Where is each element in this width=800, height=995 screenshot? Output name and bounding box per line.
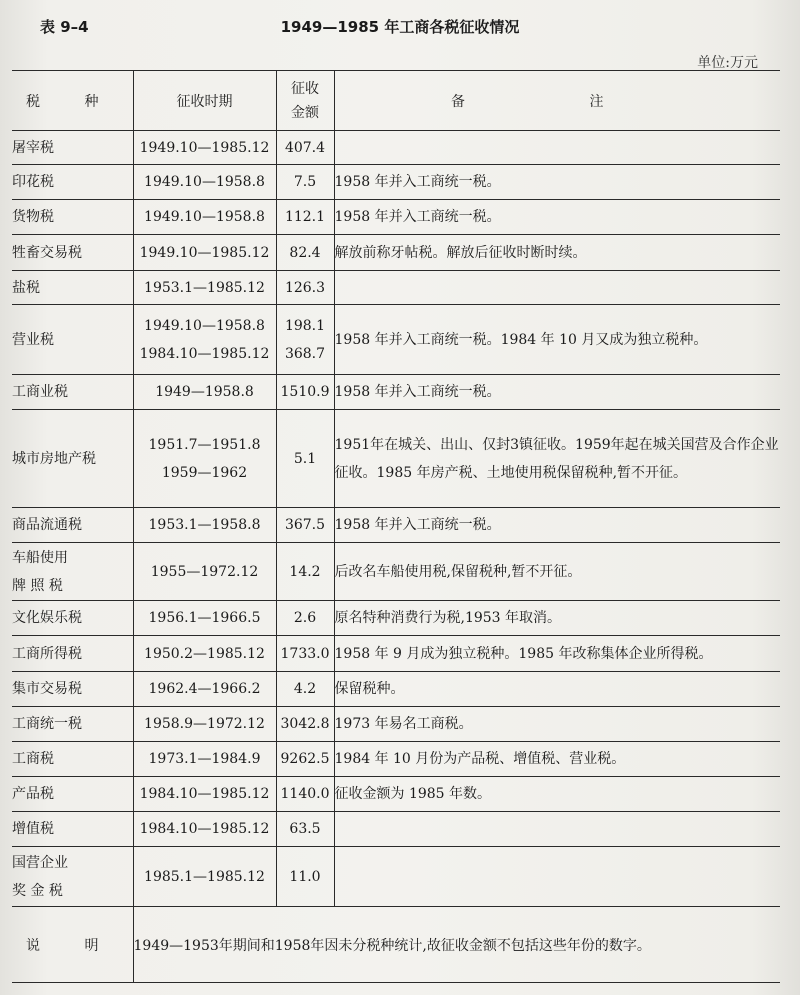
period-cell	[133, 707, 276, 742]
collection-amount: 407.4	[284, 139, 326, 156]
tax-name-cell	[12, 777, 133, 812]
tax-name-cell	[12, 200, 133, 235]
table-row	[12, 812, 780, 847]
collection-period: 1951.7—1951.8	[148, 436, 261, 453]
table-row	[12, 271, 780, 305]
tax-name-cell	[12, 165, 133, 200]
table-row	[12, 672, 780, 707]
table-row	[12, 200, 780, 235]
column-header-notes: 备 注	[334, 71, 780, 131]
amount-cell	[276, 131, 334, 165]
note-cell: 1958 年 9 月成为独立税种。1985 年改称集体企业所得税。	[334, 636, 780, 672]
collection-amount: 198.1	[284, 317, 326, 334]
tax-name: 工商所得税	[12, 645, 82, 662]
tax-name-cell	[12, 305, 133, 375]
tax-name-cell	[12, 707, 133, 742]
tax-name: 工商业税	[12, 384, 68, 400]
tax-name-cell	[12, 543, 133, 601]
period-cell	[133, 410, 276, 508]
tax-name: 集市交易税	[12, 681, 82, 697]
note-cell: 1958 年并入工商统一税。	[334, 508, 780, 543]
collection-period: 1962.4—1966.2	[148, 681, 261, 697]
collection-amount: 4.2	[293, 681, 317, 697]
amount-cell	[276, 165, 334, 200]
tax-name-cell	[12, 847, 133, 907]
amount-cell	[276, 235, 334, 271]
amount-cell	[276, 707, 334, 742]
table-row	[12, 305, 780, 375]
collection-period: 1984.10—1985.12	[139, 786, 270, 802]
collection-period: 1953.1—1958.8	[148, 517, 261, 533]
table-row	[12, 636, 780, 672]
note-cell: 征收金额为 1985 年数。	[334, 777, 780, 812]
period-cell	[133, 543, 276, 601]
explanation-text: 1949—1953年期间和1958年因未分税种统计,故征收金额不包括这些年份的数字。	[133, 907, 780, 983]
amount-cell	[276, 375, 334, 410]
tax-name: 牲畜交易税	[12, 244, 82, 261]
period-cell	[133, 271, 276, 305]
collection-amount: 82.4	[289, 244, 321, 261]
tax-name-cell	[12, 672, 133, 707]
tax-name: 货物税	[12, 209, 54, 225]
period-cell	[133, 508, 276, 543]
tax-name: 工商统一税	[12, 716, 82, 732]
collection-amount: 3042.8	[280, 716, 330, 732]
tax-name: 奖 金 税	[12, 882, 63, 899]
tax-name: 牌 照 税	[12, 577, 63, 594]
tax-name-cell	[12, 375, 133, 410]
period-cell	[133, 305, 276, 375]
collection-amount: 11.0	[289, 868, 321, 885]
period-cell	[133, 165, 276, 200]
amount-cell	[276, 672, 334, 707]
amount-cell	[276, 200, 334, 235]
collection-amount: 1140.0	[280, 786, 330, 802]
period-cell	[133, 235, 276, 271]
collection-amount: 126.3	[284, 279, 326, 296]
collection-period: 1956.1—1966.5	[148, 610, 261, 626]
collection-amount: 1510.9	[280, 384, 330, 400]
period-cell	[133, 131, 276, 165]
table-row	[12, 707, 780, 742]
period-cell	[133, 847, 276, 907]
collection-period: 1985.1—1985.12	[144, 868, 265, 885]
note-cell: 1951年在城关、出山、仅封3镇征收。1959年起在城关国营及合作企业征收。1985 年房产税、土地使用税保留税种,暂不开征。	[334, 410, 780, 508]
tax-name: 印花税	[12, 174, 54, 190]
table-row	[12, 742, 780, 777]
table-row	[12, 508, 780, 543]
tax-name-cell	[12, 131, 133, 165]
tax-name: 车船使用	[12, 549, 68, 566]
amount-cell	[276, 812, 334, 847]
tax-name: 增值税	[12, 821, 54, 837]
collection-amount: 63.5	[289, 821, 321, 837]
collection-amount: 368.7	[284, 345, 326, 362]
note-cell: 1958 年并入工商统一税。1984 年 10 月又成为独立税种。	[334, 305, 780, 375]
explanation-label: 说 明	[12, 907, 133, 983]
period-cell	[133, 375, 276, 410]
collection-period: 1984.10—1985.12	[139, 345, 270, 362]
tax-name-cell	[12, 508, 133, 543]
table-row	[12, 847, 780, 907]
column-header-amount-line2: 金额	[291, 104, 319, 121]
collection-period: 1953.1—1985.12	[144, 279, 265, 296]
tax-name: 营业税	[12, 331, 54, 348]
collection-period: 1949—1958.8	[155, 384, 254, 400]
amount-cell	[276, 742, 334, 777]
tax-name: 盐税	[12, 279, 40, 296]
table-row	[12, 777, 780, 812]
note-cell: 原名特种消费行为税,1953 年取消。	[334, 601, 780, 636]
tax-name: 商品流通税	[12, 517, 82, 533]
period-cell	[133, 777, 276, 812]
collection-amount: 112.1	[284, 209, 326, 225]
collection-period: 1949.10—1958.8	[144, 209, 265, 225]
note-cell: 后改名车船使用税,保留税种,暂不开征。	[334, 543, 780, 601]
table-header-row	[12, 71, 780, 131]
table-row	[12, 410, 780, 508]
period-cell	[133, 636, 276, 672]
tax-name: 国营企业	[12, 854, 68, 871]
table-title: 1949—1985 年工商各税征收情况	[280, 18, 520, 36]
collection-period: 1958.9—1972.12	[144, 716, 265, 732]
tax-name-cell	[12, 410, 133, 508]
tax-name: 工商税	[12, 751, 54, 767]
collection-amount: 5.1	[293, 450, 317, 467]
note-cell: 解放前称牙帖税。解放后征收时断时续。	[334, 235, 780, 271]
amount-cell	[276, 847, 334, 907]
period-cell	[133, 672, 276, 707]
tax-name-cell	[12, 742, 133, 777]
tax-name-cell	[12, 235, 133, 271]
tax-name-cell	[12, 601, 133, 636]
note-cell	[334, 131, 780, 165]
amount-cell	[276, 636, 334, 672]
table-row	[12, 543, 780, 601]
period-cell	[133, 742, 276, 777]
note-cell: 1958 年并入工商统一税。	[334, 375, 780, 410]
tax-name: 屠宰税	[12, 139, 54, 156]
period-cell	[133, 200, 276, 235]
note-cell: 1984 年 10 月份为产品税、增值税、营业税。	[334, 742, 780, 777]
collection-amount: 14.2	[289, 563, 321, 580]
table-row	[12, 375, 780, 410]
collection-amount: 9262.5	[280, 751, 330, 767]
table-number: 表 9–4	[40, 18, 89, 36]
tax-name: 城市房地产税	[12, 450, 96, 467]
collection-period: 1955—1972.12	[150, 563, 259, 580]
collection-amount: 7.5	[293, 174, 317, 190]
amount-cell	[276, 543, 334, 601]
collection-amount: 2.6	[293, 610, 317, 626]
collection-amount: 1733.0	[280, 645, 330, 662]
column-header-period: 征收时期	[133, 71, 276, 131]
table-row	[12, 235, 780, 271]
note-cell: 保留税种。	[334, 672, 780, 707]
tax-name: 文化娱乐税	[12, 610, 82, 626]
tax-name-cell	[12, 812, 133, 847]
tax-table	[12, 70, 780, 983]
collection-period: 1949.10—1958.8	[144, 174, 265, 190]
amount-cell	[276, 410, 334, 508]
amount-cell	[276, 777, 334, 812]
collection-period: 1949.10—1985.12	[139, 244, 270, 261]
note-cell: 1973 年易名工商税。	[334, 707, 780, 742]
column-header-amount	[276, 71, 334, 131]
collection-amount: 367.5	[284, 517, 326, 533]
table-body	[12, 131, 780, 907]
period-cell	[133, 601, 276, 636]
note-cell	[334, 847, 780, 907]
tax-name-cell	[12, 271, 133, 305]
amount-cell	[276, 508, 334, 543]
amount-cell	[276, 271, 334, 305]
collection-period: 1973.1—1984.9	[148, 751, 261, 767]
collection-period: 1949.10—1985.12	[139, 139, 270, 156]
explanation-row	[12, 907, 780, 983]
column-header-amount-line1: 征收	[291, 80, 319, 97]
collection-period: 1959—1962	[161, 464, 248, 481]
note-cell: 1958 年并入工商统一税。	[334, 200, 780, 235]
note-cell	[334, 271, 780, 305]
table-row	[12, 601, 780, 636]
table-row	[12, 131, 780, 165]
unit-label: 单位:万元	[697, 55, 758, 71]
collection-period: 1950.2—1985.12	[144, 645, 265, 662]
amount-cell	[276, 305, 334, 375]
table-row	[12, 165, 780, 200]
tax-name-cell	[12, 636, 133, 672]
note-cell: 1958 年并入工商统一税。	[334, 165, 780, 200]
amount-cell	[276, 601, 334, 636]
collection-period: 1984.10—1985.12	[139, 821, 270, 837]
collection-period: 1949.10—1958.8	[144, 317, 265, 334]
column-header-tax-type: 税 种	[12, 71, 133, 131]
period-cell	[133, 812, 276, 847]
note-cell	[334, 812, 780, 847]
tax-name: 产品税	[12, 786, 54, 802]
